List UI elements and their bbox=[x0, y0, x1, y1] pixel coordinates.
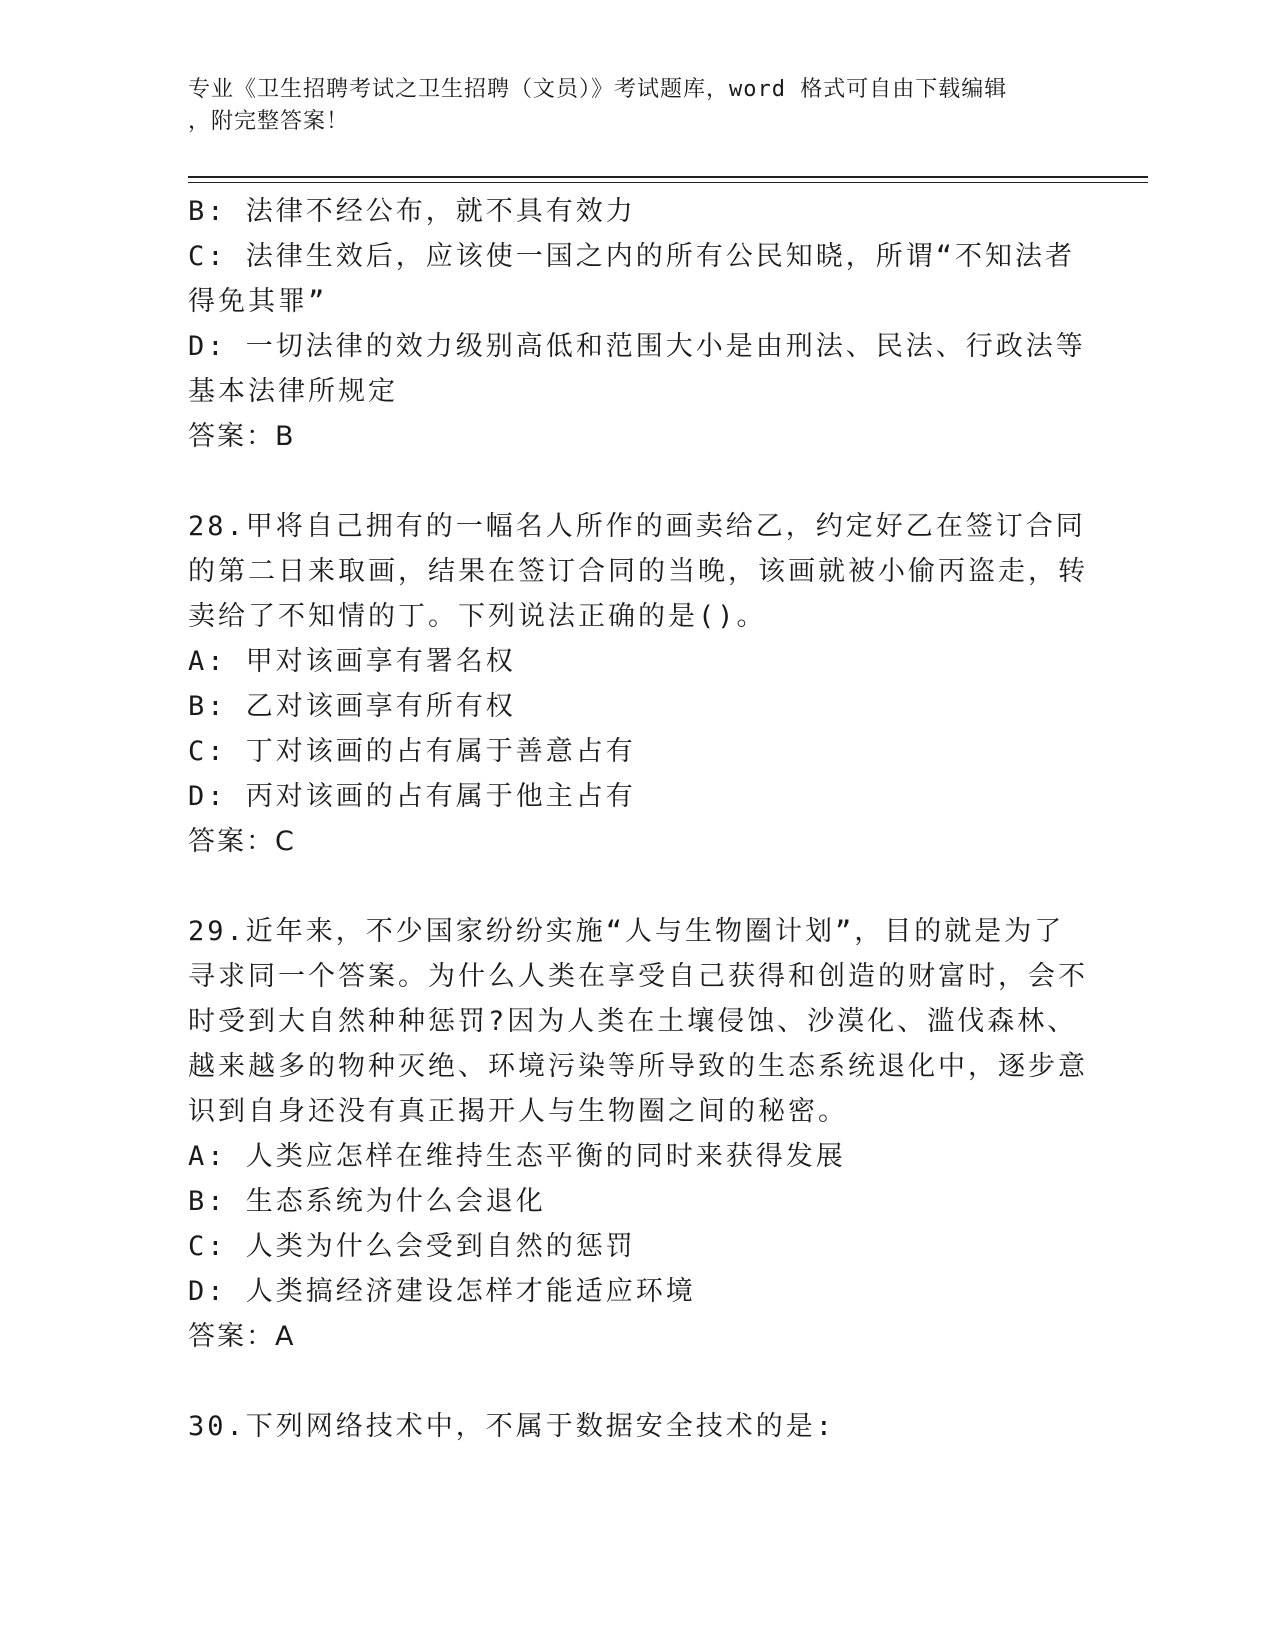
header-title-line: 专业《卫生招聘考试之卫生招聘（文员）》考试题库，word 格式可自由下载编辑 bbox=[188, 77, 1008, 102]
question-28 bbox=[188, 504, 1088, 864]
answer-line: 答案：B bbox=[188, 421, 296, 452]
option-d: D: 丙对该画的占有属于他主占有 bbox=[188, 781, 636, 812]
question-stem: 28.甲将自己拥有的一幅名人所作的画卖给乙，约定好乙在签订合同的第二日来取画，结果在签订合同的当晚，该画就被小偷丙盗走，转卖给了不知情的丁。下列说法正确的是()。 bbox=[188, 511, 1088, 632]
option-c: C: 人类为什么会受到自然的惩罚 bbox=[188, 1231, 636, 1262]
option-a: A: 甲对该画享有署名权 bbox=[188, 646, 516, 677]
question-stem: 30.下列网络技术中，不属于数据安全技术的是: bbox=[188, 1411, 836, 1442]
option-c: C: 法律生效后，应该使一国之内的所有公民知晓，所谓“不知法者得免其罪” bbox=[188, 241, 1076, 317]
question-30 bbox=[188, 1404, 1088, 1449]
header-divider-thick bbox=[188, 176, 1148, 178]
document-header bbox=[188, 74, 1078, 138]
option-b: B: 法律不经公布，就不具有效力 bbox=[188, 196, 636, 227]
option-b: B: 生态系统为什么会退化 bbox=[188, 1186, 546, 1217]
option-d: D: 人类搞经济建设怎样才能适应环境 bbox=[188, 1276, 696, 1307]
header-divider-thin bbox=[188, 182, 1148, 183]
answer-line: 答案：C bbox=[188, 826, 296, 857]
option-d: D: 一切法律的效力级别高低和范围大小是由刑法、民法、行政法等基本法律所规定 bbox=[188, 331, 1086, 407]
option-b: B: 乙对该画享有所有权 bbox=[188, 691, 516, 722]
answer-line: 答案：A bbox=[188, 1321, 296, 1352]
option-c: C: 丁对该画的占有属于善意占有 bbox=[188, 736, 636, 767]
question-29 bbox=[188, 909, 1088, 1359]
question-content bbox=[188, 189, 1088, 1449]
question-stem: 29.近年来，不少国家纷纷实施“人与生物圈计划”，目的就是为了寻求同一个答案。为什么人类在享受自己获得和创造的财富时，会不时受到大自然种种惩罚?因为人类在土壤侵蚀、沙漠化、滥伐森林、越来越多的物种灭绝、环境污染等所导致的生态系统退化中，逐步意识到自身还没有真正揭开人与生物圈之间的秘密。 bbox=[188, 916, 1088, 1127]
header-title-continuation: ，附完整答案！ bbox=[188, 109, 350, 134]
question-27 bbox=[188, 189, 1088, 459]
option-a: A: 人类应怎样在维持生态平衡的同时来获得发展 bbox=[188, 1141, 846, 1172]
